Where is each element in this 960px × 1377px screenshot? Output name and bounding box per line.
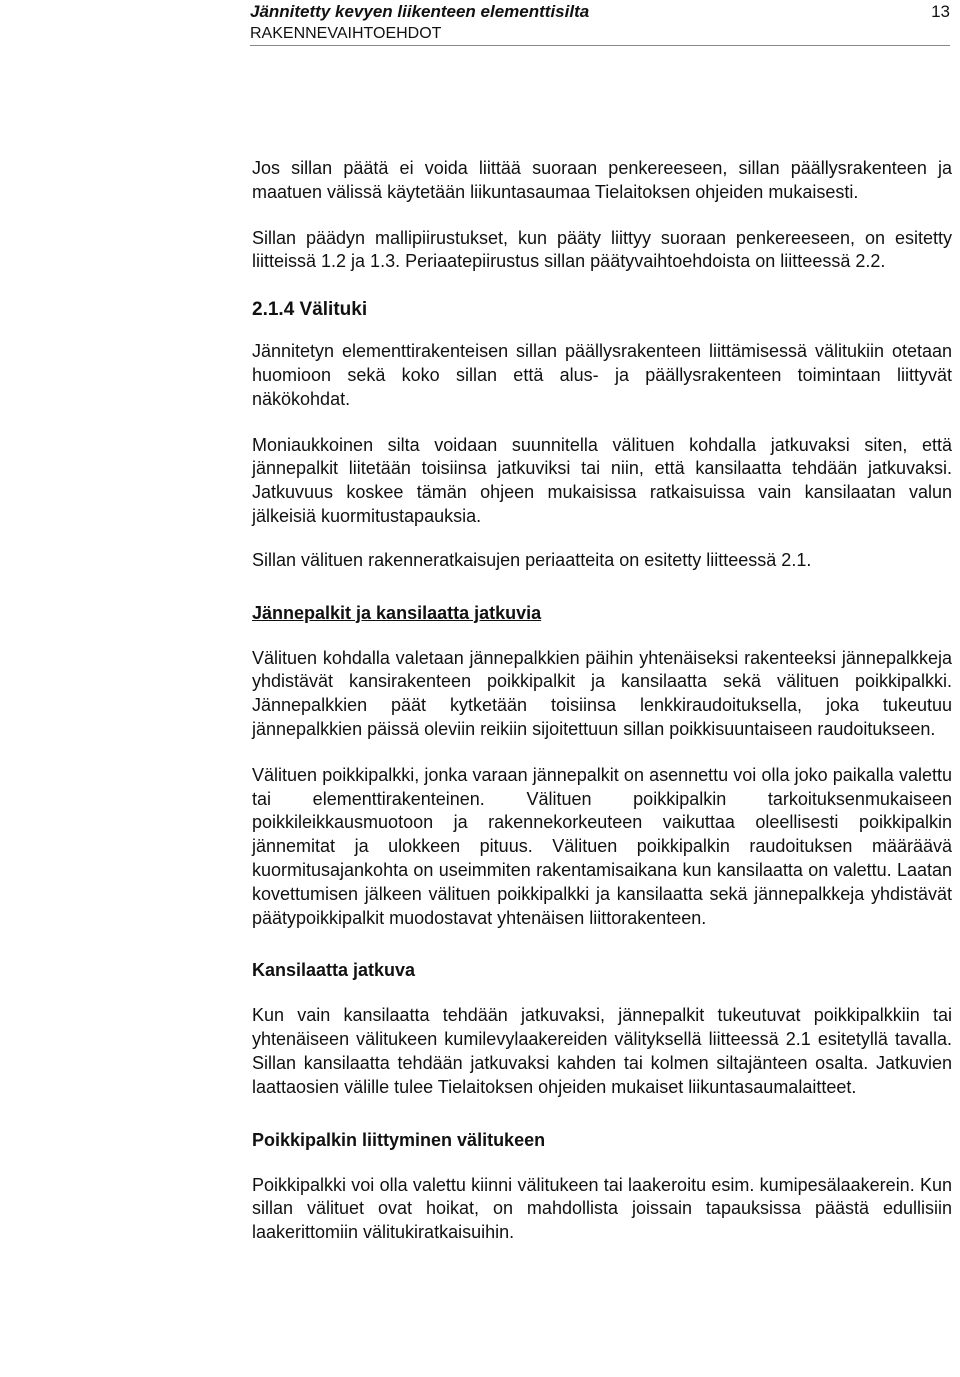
paragraph-deck-continuity: Kun vain kansilaatta tehdään jatkuvaksi, jännepalkit tukeutuvat poikkipalkkiin tai yhtenäiseen välitukeen kumilevylaakereiden välityksellä liitteessä 2.1 esitetyllä tavalla. Sillan kansilaatta tehdään jatkuvaksi kahden tai kolmen siltajänteen osalta. Jatkuvien laattaosien välille tulee Tielaitoksen ohjeiden mukaiset liikuntasaumalaitteet. (252, 1005, 952, 1097)
paragraph-cross-beam: Välituen poikkipalkki, jonka varaan jännepalkit on asennettu voi olla joko paikalla valettu tai elementtirakenteinen. Välituen poikkipalkin tarkoituksenmukaiseen poikkileikkausmuotoon ja rakennekorkeuteen vaikuttaa oleellisesti poikkipalkin jännemitat ja ulokkeen pituus. Välituen poikkipalkin raudoituksen määräävä kuormitusajankohta on useimmiten rakentamisaikana kun kansilaatta on valettu. Laatan kovettumisen jälkeen välituen poikkipalkki ja kansilaatta sekä jännepalkkeja yhdistävät päätypoikkipalkit muodostavat yhtenäisen liittorakenteen. (252, 764, 952, 928)
paragraph-bearings: Poikkipalkki voi olla valettu kiinni välitukeen tai laakeroitu esim. kumipesälaakerein. Kun sillan välituet ovat hoikat, on mahdollista joissain tapauksissa päästä edullisiin laakerittomiin välitukiratkaisuihin. (252, 1174, 952, 1243)
paragraph-intermediate-support-intro: Jännitetyn elementtirakenteisen sillan päällysrakenteen liittämisessä välitukiin otetaan huomioon sekä koko sillan että alus- ja päällysrakenteen toimintaan liittyvät näkökohdat. (252, 341, 952, 409)
paragraph-expansion-joint: Jos sillan päätä ei voida liittää suoraan penkereeseen, sillan päällysrakenteen ja maatuen välissä käytetään liikuntasaumaa Tielaitoksen ohjeiden mukaisesti. (252, 158, 952, 202)
page-header (250, 2, 950, 46)
section-heading-valituki: 2.1.4 Välituki (252, 299, 368, 321)
paragraph-beam-connection: Välituen kohdalla valetaan jännepalkkien päihin yhtenäiseksi rakenteeksi jännepalkkeja yhdistävät kansirakenteen poikkipalkit ja kansilaatta sekä välituen poikkipalkki. Jännepalkkien päät kytketään toisiinsa lenkkiraudoituksella, joka tukeutuu jännepalkkien päissä oleviin reikiin sijoitettuun sillan poikkisuuntaiseen raudoitukseen. (252, 647, 952, 739)
document-title: Jännitetty kevyen liikenteen elementtisilta (250, 2, 590, 21)
subheading-cross-beam-connection: Poikkipalkin liittyminen välitukeen (252, 1129, 546, 1150)
header-divider (250, 45, 950, 46)
paragraph-appendix-reference: Sillan välituen rakenneratkaisujen periaatteita on esitetty liitteessä 2.1. (252, 549, 812, 570)
paragraph-end-drawings: Sillan päädyn mallipiirustukset, kun pääty liittyy suoraan penkereeseen, on esitetty liitteissä 1.2 ja 1.3. Periaatepiirustus sillan päätyvaihtoehdoista on liitteessä 2.2. (252, 227, 952, 272)
chapter-title: RAKENNEVAIHTOEHDOT (250, 25, 442, 42)
subheading-beams-and-deck-continuous: Jännepalkit ja kansilaatta jatkuvia (252, 602, 542, 623)
page-body (252, 157, 952, 1245)
paragraph-multi-span-continuity: Moniaukkoinen silta voidaan suunnitella välituen kohdalla jatkuvaksi siten, että jännepalkit liitetään toisiinsa jatkuviksi tai niin, että kansilaatta tehdään jatkuvaksi. Jatkuvuus koskee tämän ohjeen mukaisissa ratkaisuissa vain kansilaatan valun jälkeisiä kuormitustapauksia. (252, 434, 952, 526)
page-number: 13 (931, 2, 950, 21)
subheading-deck-continuous: Kansilaatta jatkuva (252, 960, 416, 981)
